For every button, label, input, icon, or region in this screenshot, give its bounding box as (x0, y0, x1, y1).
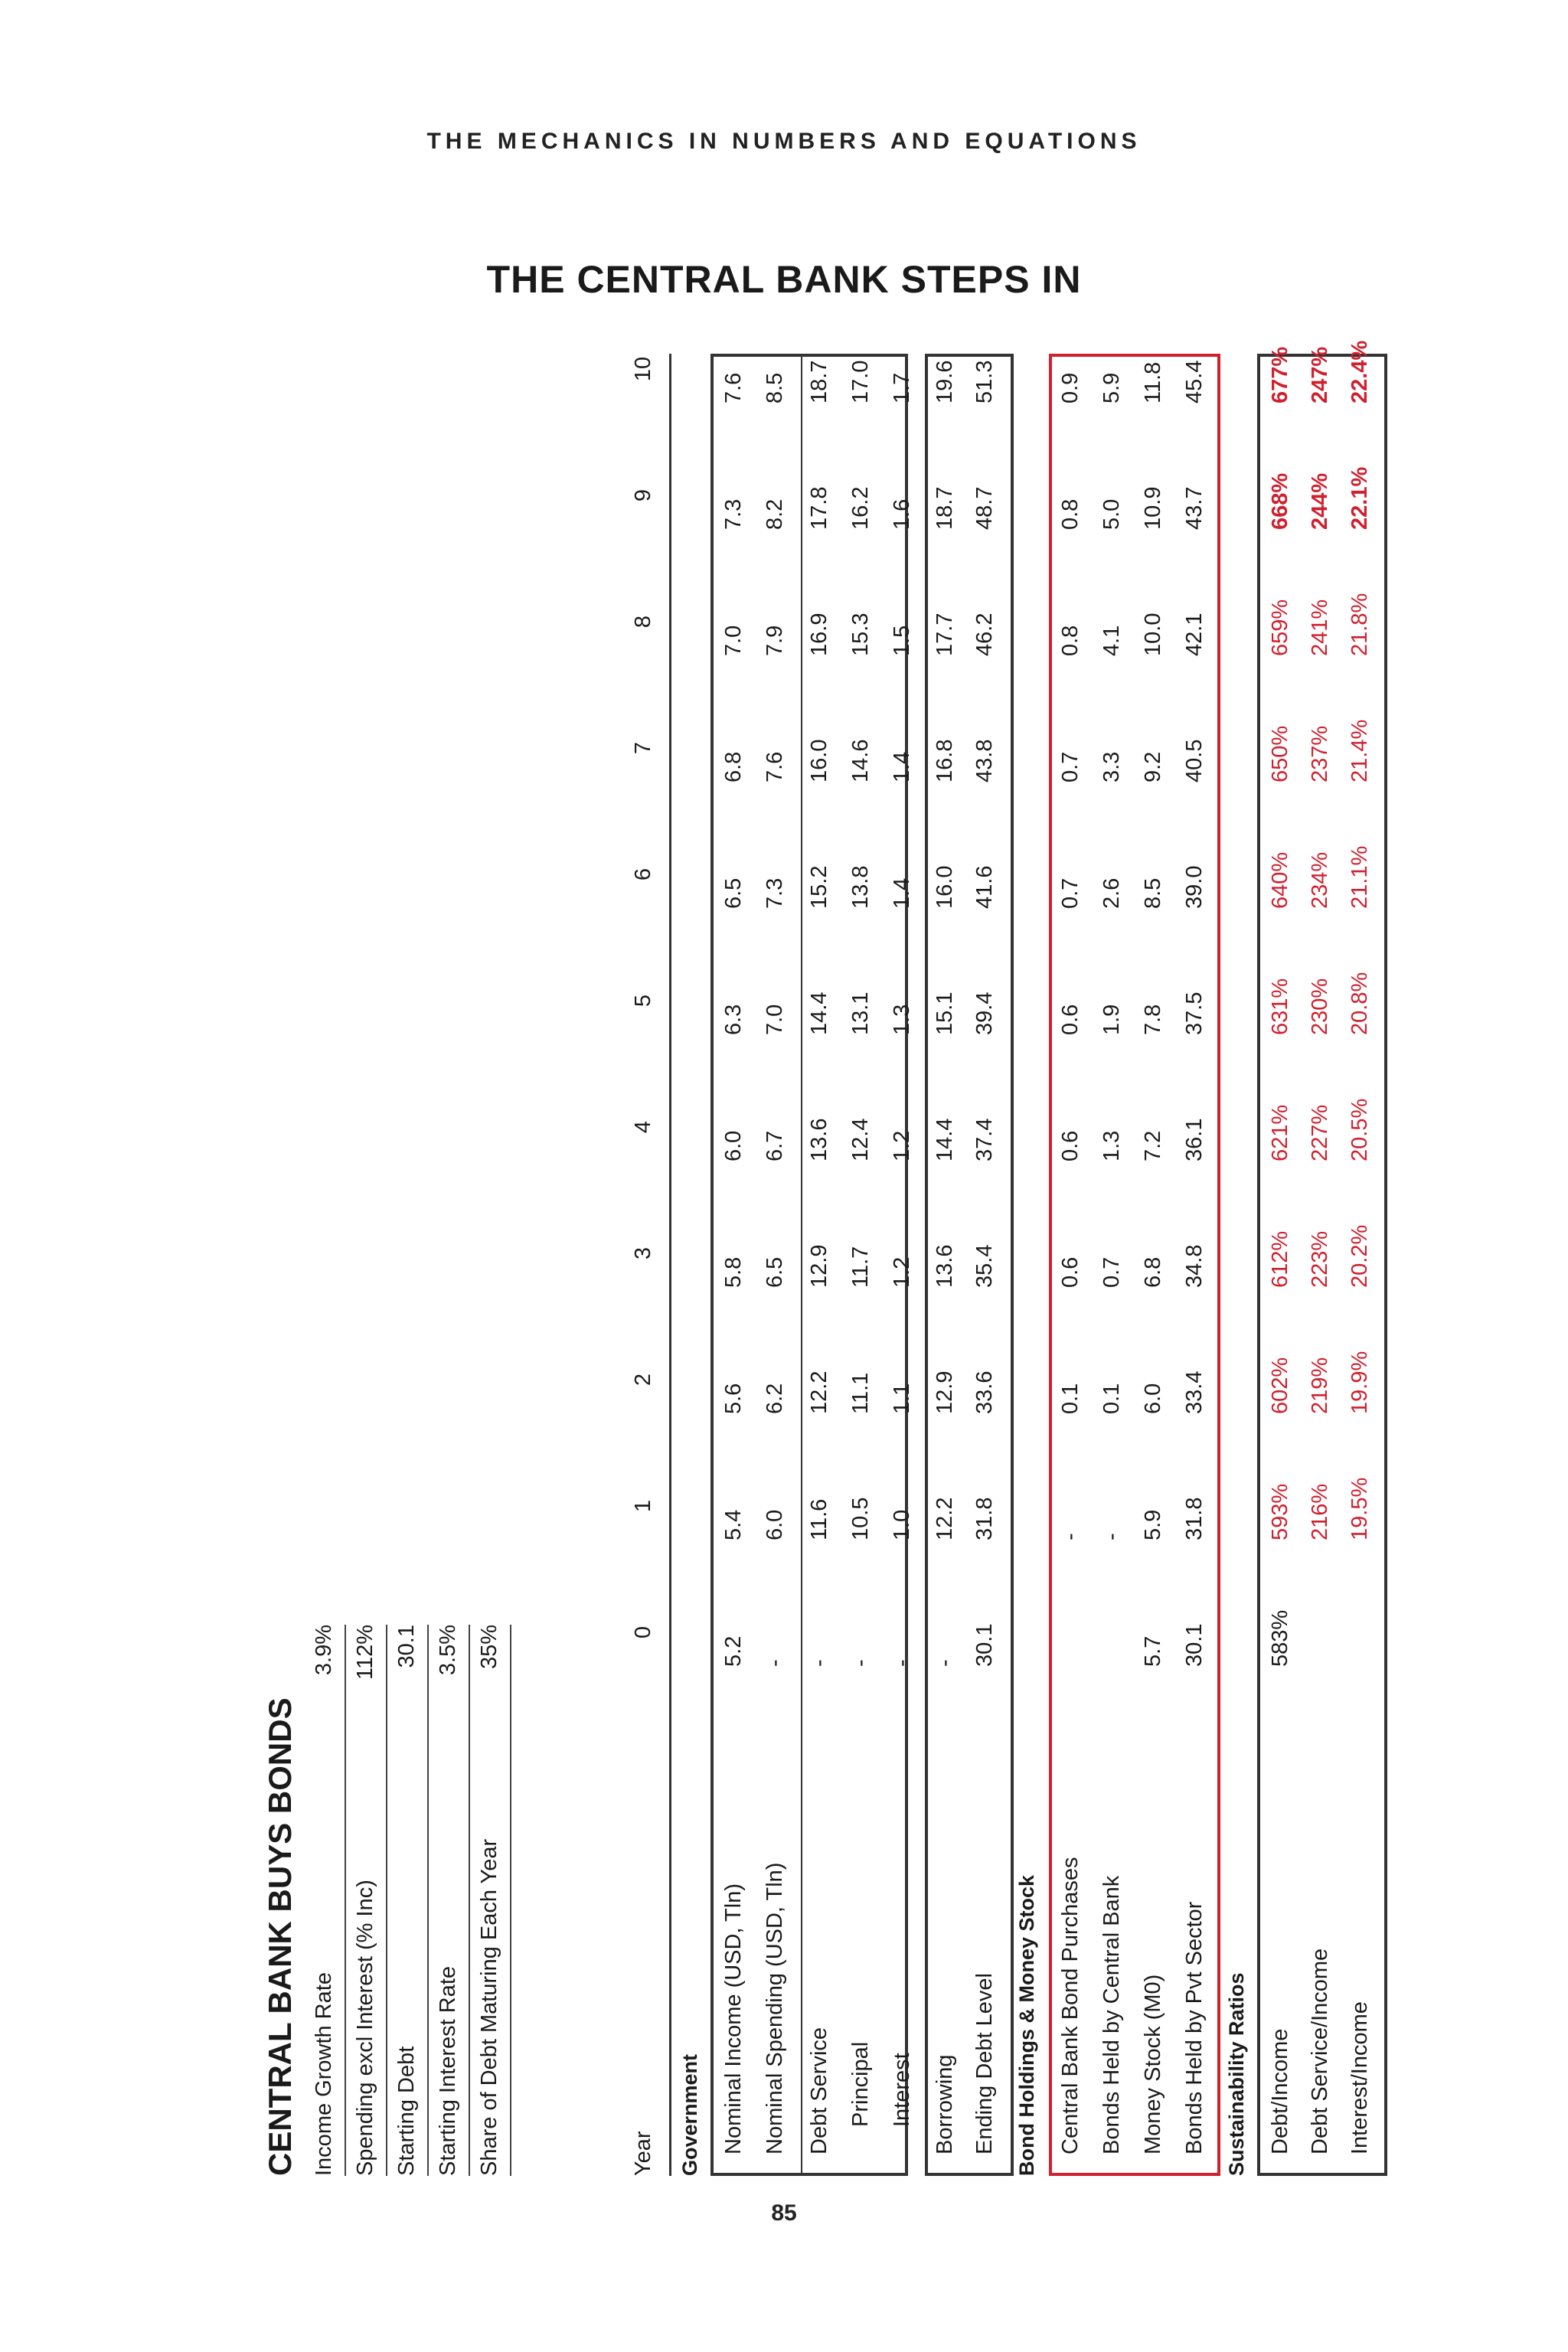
page-number: 85 (771, 2200, 797, 2226)
row-debt-service-cell: 12.9 (807, 1244, 831, 1288)
row-bonds-pvt-cell: 30.1 (1182, 1623, 1207, 1667)
row-interest-income-cell: 19.5% (1348, 1477, 1372, 1540)
row-borrowing-cell: 16.0 (933, 865, 957, 909)
row-principal-cell: 13.8 (848, 865, 873, 909)
year-header: 2 (631, 1373, 655, 1387)
section-government: Government (678, 2053, 701, 2176)
row-bonds-pvt-cell: 45.4 (1182, 360, 1207, 403)
row-interest-income-cell: 20.2% (1348, 1224, 1372, 1288)
row-ending-debt-cell: 51.3 (972, 360, 997, 403)
row-money-stock-cell: 10.0 (1141, 612, 1165, 656)
row-money-stock-cell: 6.0 (1141, 1383, 1165, 1414)
assumption-value: 30.1 (394, 1625, 419, 1668)
year-header: 6 (631, 867, 655, 881)
row-ending-debt-cell: 37.4 (972, 1118, 997, 1161)
year-header: 10 (631, 356, 655, 382)
row-cb-purchases-cell: 0.6 (1058, 1256, 1083, 1288)
row-cb-purchases-label: Central Bank Bond Purchases (1058, 1857, 1083, 2154)
row-interest-label: Interest (890, 2053, 914, 2127)
section-ratios: Sustainability Ratios (1225, 1972, 1248, 2176)
row-ending-debt-label: Ending Debt Level (972, 1973, 997, 2154)
row-principal-cell: 13.1 (848, 991, 873, 1035)
row-debt-income-cell: 602% (1268, 1357, 1292, 1414)
assumption-label: Spending excl Interest (% Inc) (353, 1880, 377, 2176)
row-debt-service-income-cell: 244% (1308, 472, 1332, 530)
row-debt-service-income-cell: 237% (1308, 725, 1332, 782)
row-debt-service-cell: 14.4 (807, 991, 831, 1035)
row-ending-debt-cell: 30.1 (972, 1623, 997, 1667)
row-nominal-spending-cell: 7.6 (763, 751, 787, 782)
row-nominal-income-cell: 7.3 (721, 498, 746, 530)
assumption-value: 35% (477, 1625, 501, 1670)
row-interest-cell: 1.6 (890, 498, 914, 530)
row-debt-income-cell: 593% (1268, 1483, 1292, 1540)
row-bonds-cb-cell: 2.6 (1099, 877, 1124, 909)
main-table (250, 338, 1372, 2176)
row-debt-service-income-cell: 247% (1308, 346, 1332, 403)
row-nominal-income-label: Nominal Income (USD, Tln) (721, 1883, 746, 2154)
row-bonds-pvt-cell: 37.5 (1182, 991, 1207, 1035)
row-nominal-spending-cell: 7.0 (763, 1004, 787, 1035)
row-bonds-cb-cell: 1.9 (1099, 1004, 1124, 1035)
row-principal-cell: 11.1 (848, 1372, 873, 1414)
row-principal-cell: 17.0 (848, 360, 873, 403)
row-principal-cell: - (848, 1659, 873, 1667)
row-interest-income-cell: 20.5% (1348, 1098, 1372, 1161)
row-bonds-cb-cell: 5.9 (1099, 372, 1124, 403)
row-ending-debt-cell: 43.8 (972, 739, 997, 782)
row-interest-cell: 1.3 (890, 1004, 914, 1035)
row-money-stock-cell: 11.8 (1141, 361, 1165, 403)
row-money-stock-cell: 9.2 (1141, 751, 1165, 782)
row-nominal-spending-cell: 8.5 (763, 372, 787, 403)
row-principal-label: Principal (848, 2041, 873, 2127)
row-ending-debt-cell: 33.6 (972, 1370, 997, 1414)
assumption-value: 112% (353, 1625, 377, 1681)
row-nominal-income-cell: 6.0 (721, 1130, 746, 1161)
row-bonds-cb-cell: 1.3 (1099, 1130, 1124, 1161)
row-cb-purchases-cell: 0.6 (1058, 1130, 1083, 1161)
row-money-stock-cell: 6.8 (1141, 1256, 1165, 1288)
row-debt-income-cell: 640% (1268, 851, 1292, 909)
row-ending-debt-cell: 48.7 (972, 486, 997, 530)
row-debt-service-cell: 12.2 (807, 1370, 831, 1414)
row-debt-service-cell: 11.6 (807, 1498, 831, 1540)
government-box-lower (925, 354, 1014, 2176)
assumption-label: Income Growth Rate (312, 1972, 336, 2176)
row-debt-income-cell: 659% (1268, 599, 1292, 656)
row-interest-cell: 1.1 (890, 1383, 914, 1414)
row-principal-cell: 12.4 (848, 1118, 873, 1161)
year-header: 0 (631, 1625, 655, 1639)
row-ending-debt-cell: 35.4 (972, 1244, 997, 1288)
row-principal-cell: 11.7 (848, 1246, 873, 1288)
row-borrowing-cell: - (933, 1659, 957, 1667)
row-bonds-cb-cell: 5.0 (1099, 498, 1124, 530)
row-bonds-cb-cell: 4.1 (1099, 625, 1124, 656)
row-bonds-cb-cell: 0.1 (1099, 1383, 1124, 1414)
section-bonds: Bond Holdings & Money Stock (1015, 1874, 1038, 2176)
row-cb-purchases-cell: 0.1 (1058, 1383, 1083, 1414)
row-money-stock-cell: 7.2 (1141, 1130, 1165, 1161)
row-nominal-income-cell: 5.8 (721, 1256, 746, 1288)
row-borrowing-cell: 19.6 (933, 360, 957, 403)
row-debt-service-income-cell: 219% (1308, 1357, 1332, 1414)
row-cb-purchases-cell: 0.9 (1058, 372, 1083, 403)
row-debt-service-income-cell: 227% (1308, 1104, 1332, 1161)
block-title: CENTRAL BANK BUYS BONDS (262, 1697, 298, 2176)
row-nominal-spending-cell: 6.7 (763, 1130, 787, 1161)
row-nominal-income-cell: 5.2 (721, 1635, 746, 1667)
row-interest-cell: 1.4 (890, 751, 914, 782)
row-principal-cell: 10.5 (848, 1497, 873, 1540)
row-borrowing-cell: 16.8 (933, 739, 957, 782)
row-bonds-pvt-cell: 43.7 (1182, 486, 1207, 530)
row-interest-income-cell: 22.1% (1348, 466, 1372, 530)
row-debt-service-cell: 15.2 (807, 865, 831, 909)
row-borrowing-cell: 14.4 (933, 1118, 957, 1161)
row-debt-service-income-cell: 241% (1308, 599, 1332, 656)
row-debt-service-cell: 18.7 (807, 360, 831, 403)
row-nominal-income-cell: 5.6 (721, 1383, 746, 1414)
row-money-stock-label: Money Stock (M0) (1141, 1974, 1165, 2154)
row-ending-debt-cell: 39.4 (972, 991, 997, 1035)
row-borrowing-cell: 15.1 (933, 991, 957, 1035)
row-nominal-income-cell: 6.3 (721, 1004, 746, 1035)
row-money-stock-cell: 8.5 (1141, 877, 1165, 909)
row-cb-purchases-cell: 0.7 (1058, 751, 1083, 782)
row-interest-income-cell: 21.4% (1348, 719, 1372, 782)
divider (669, 354, 671, 2176)
row-bonds-pvt-cell: 36.1 (1182, 1118, 1207, 1161)
row-debt-income-cell: 668% (1268, 472, 1292, 530)
assumption-value: 3.9% (312, 1625, 336, 1676)
row-debt-income-cell: 677% (1268, 346, 1292, 403)
row-money-stock-cell: 5.9 (1141, 1509, 1165, 1540)
row-interest-cell: - (890, 1659, 914, 1667)
row-interest-income-cell: 19.9% (1348, 1351, 1372, 1414)
row-nominal-spending-cell: 7.3 (763, 877, 787, 909)
row-bonds-cb-cell: - (1099, 1533, 1124, 1540)
row-cb-purchases-cell: 0.6 (1058, 1004, 1083, 1035)
row-ending-debt-cell: 41.6 (972, 865, 997, 909)
row-debt-income-cell: 612% (1268, 1230, 1292, 1288)
row-nominal-income-cell: 6.5 (721, 877, 746, 909)
row-interest-cell: 1.7 (890, 372, 914, 403)
row-interest-cell: 1.5 (890, 625, 914, 656)
divider (801, 354, 802, 2176)
row-nominal-spending-cell: 6.0 (763, 1509, 787, 1540)
row-bonds-pvt-cell: 34.8 (1182, 1244, 1207, 1288)
row-cb-purchases-cell: 0.8 (1058, 498, 1083, 530)
row-money-stock-cell: 10.9 (1141, 486, 1165, 530)
year-header: 5 (631, 994, 655, 1008)
row-borrowing-cell: 13.6 (933, 1244, 957, 1288)
row-debt-service-income-cell: 216% (1308, 1483, 1332, 1540)
row-debt-service-cell: 13.6 (807, 1118, 831, 1161)
row-bonds-cb-cell: 0.7 (1099, 1256, 1124, 1288)
row-interest-cell: 1.4 (890, 877, 914, 909)
row-interest-income-cell: 21.1% (1348, 845, 1372, 909)
row-nominal-income-cell: 7.0 (721, 625, 746, 656)
row-bonds-cb-cell: 3.3 (1099, 751, 1124, 782)
row-nominal-spending-cell: - (763, 1659, 787, 1667)
row-nominal-spending-cell: 6.5 (763, 1256, 787, 1288)
assumption-value: 3.5% (436, 1625, 460, 1676)
row-interest-income-label: Interest/Income (1348, 2001, 1372, 2154)
row-borrowing-label: Borrowing (933, 2054, 957, 2154)
row-bonds-pvt-cell: 42.1 (1182, 612, 1207, 656)
row-nominal-spending-cell: 7.9 (763, 625, 787, 656)
row-interest-cell: 1.0 (890, 1509, 914, 1540)
row-debt-service-income-label: Debt Service/Income (1308, 1948, 1332, 2154)
row-debt-income-cell: 650% (1268, 725, 1292, 782)
row-nominal-income-cell: 5.4 (721, 1509, 746, 1540)
year-header: 9 (631, 488, 655, 502)
row-debt-service-cell: 16.0 (807, 739, 831, 782)
row-ending-debt-cell: 46.2 (972, 612, 997, 656)
row-bonds-pvt-cell: 31.8 (1182, 1497, 1207, 1540)
row-debt-income-label: Debt/Income (1268, 2028, 1292, 2154)
row-debt-service-cell: 17.8 (807, 486, 831, 530)
year-label: Year (631, 2131, 655, 2176)
row-debt-income-cell: 621% (1268, 1104, 1292, 1161)
row-nominal-spending-cell: 8.2 (763, 498, 787, 530)
row-borrowing-cell: 12.2 (933, 1497, 957, 1540)
row-interest-income-cell: 20.8% (1348, 972, 1372, 1035)
row-debt-service-income-cell: 230% (1308, 978, 1332, 1035)
row-debt-income-cell: 583% (1268, 1609, 1292, 1667)
year-header: 7 (631, 741, 655, 755)
rotated-table (250, 338, 1372, 2176)
page-title: THE CENTRAL BANK STEPS IN (486, 258, 1082, 301)
row-cb-purchases-cell: 0.8 (1058, 625, 1083, 656)
row-cb-purchases-cell: - (1058, 1533, 1083, 1540)
year-header: 1 (631, 1499, 655, 1513)
row-borrowing-cell: 17.7 (933, 612, 957, 656)
row-bonds-pvt-cell: 33.4 (1182, 1370, 1207, 1414)
row-nominal-spending-cell: 6.2 (763, 1383, 787, 1414)
row-interest-cell: 1.2 (890, 1130, 914, 1161)
row-ending-debt-cell: 31.8 (972, 1497, 997, 1540)
row-debt-service-income-cell: 223% (1308, 1230, 1332, 1288)
row-cb-purchases-cell: 0.7 (1058, 877, 1083, 909)
row-borrowing-cell: 12.9 (933, 1370, 957, 1414)
year-header: 3 (631, 1246, 655, 1260)
running-head: THE MECHANICS IN NUMBERS AND EQUATIONS (426, 129, 1142, 154)
row-bonds-pvt-cell: 40.5 (1182, 739, 1207, 782)
row-principal-cell: 14.6 (848, 739, 873, 782)
row-debt-service-cell: 16.9 (807, 612, 831, 656)
year-header: 4 (631, 1120, 655, 1134)
row-debt-service-cell: - (807, 1659, 831, 1667)
row-bonds-cb-label: Bonds Held by Central Bank (1099, 1875, 1124, 2154)
row-borrowing-cell: 18.7 (933, 486, 957, 530)
row-debt-income-cell: 631% (1268, 978, 1292, 1035)
row-interest-cell: 1.2 (890, 1256, 914, 1288)
row-interest-income-cell: 22.4% (1348, 340, 1372, 403)
row-debt-service-label: Debt Service (807, 2027, 831, 2154)
row-debt-service-income-cell: 234% (1308, 851, 1332, 909)
row-money-stock-cell: 7.8 (1141, 1004, 1165, 1035)
row-principal-cell: 16.2 (848, 486, 873, 530)
year-header: 8 (631, 615, 655, 629)
row-nominal-income-cell: 7.6 (721, 372, 746, 403)
assumption-label: Share of Debt Maturing Each Year (477, 1838, 501, 2176)
row-bonds-pvt-cell: 39.0 (1182, 865, 1207, 909)
row-principal-cell: 15.3 (848, 612, 873, 656)
row-interest-income-cell: 21.8% (1348, 593, 1372, 656)
assumption-label: Starting Interest Rate (436, 1965, 460, 2176)
assumption-label: Starting Debt (394, 2046, 419, 2176)
row-money-stock-cell: 5.7 (1141, 1635, 1165, 1667)
row-nominal-income-cell: 6.8 (721, 751, 746, 782)
row-nominal-spending-label: Nominal Spending (USD, Tln) (763, 1862, 787, 2154)
row-bonds-pvt-label: Bonds Held by Pvt Sector (1182, 1901, 1207, 2154)
